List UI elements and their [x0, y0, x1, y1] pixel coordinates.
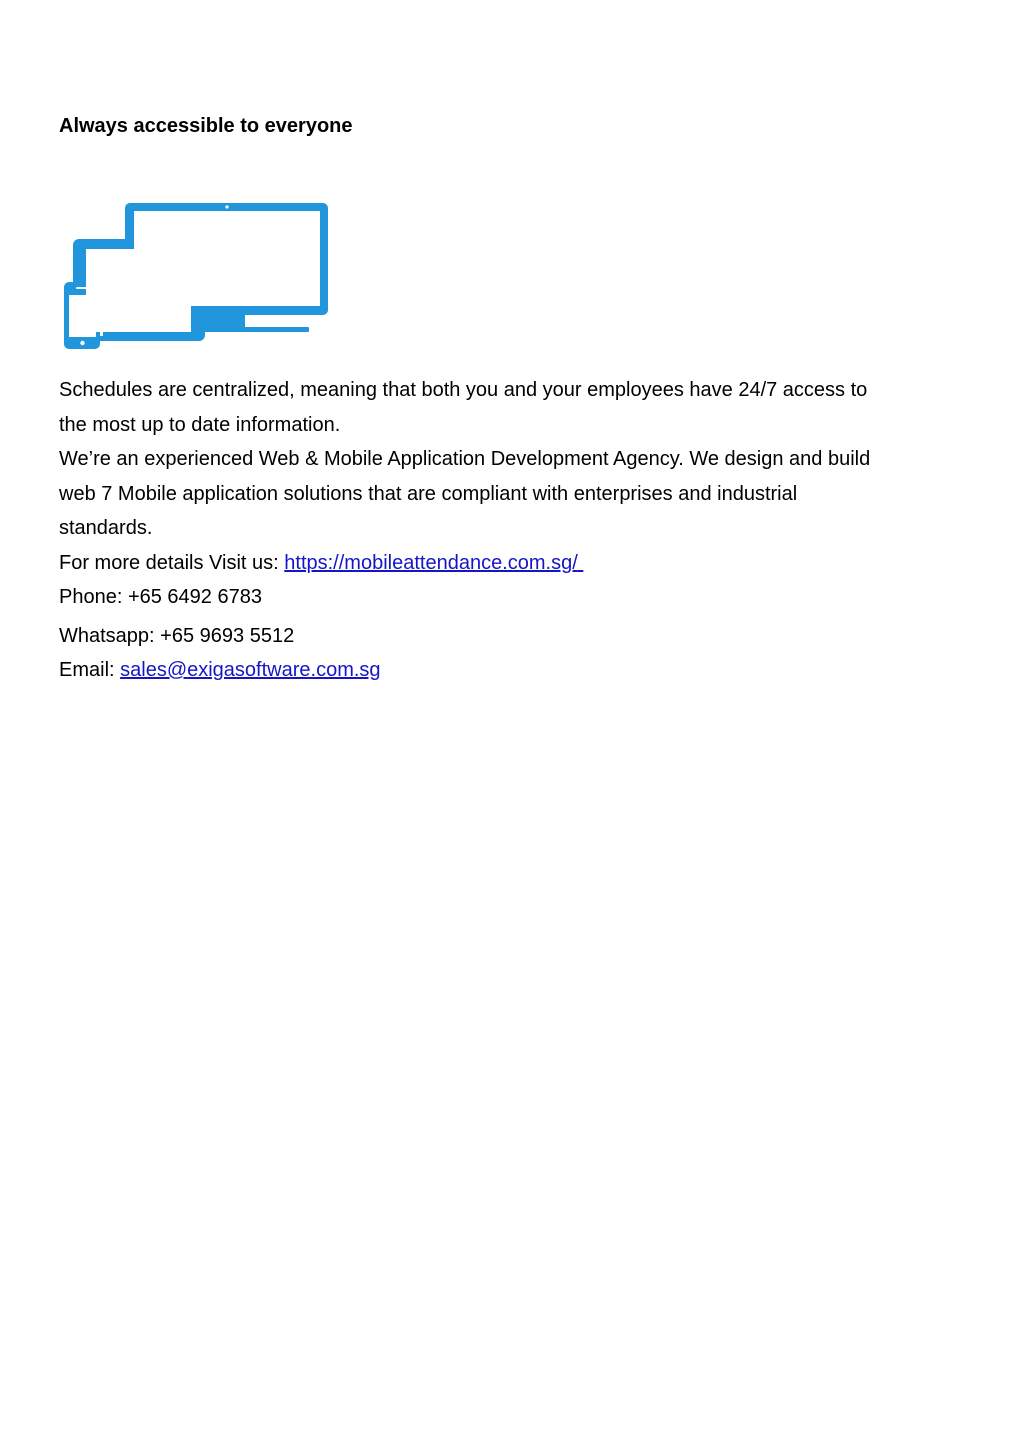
contact-block: [59, 546, 959, 688]
website-label: For more details Visit us:: [59, 551, 285, 574]
website-line: [59, 546, 959, 581]
paragraph-line: standards.: [59, 517, 153, 539]
email-link[interactable]: sales@exigasoftware.com.sg: [120, 659, 381, 681]
section-heading: Always accessible to everyone: [59, 115, 353, 137]
phone-line: Phone: +65 6492 6783: [59, 586, 262, 608]
email-label: Email:: [59, 659, 121, 681]
whatsapp-line: Whatsapp: +65 9693 5512: [59, 624, 295, 647]
paragraph-line: web 7 Mobile application solutions that are compliant with enterprises and industrial: [59, 482, 798, 505]
paragraph-line: We’re an experienced Web & Mobile Application Development Agency. We design and build: [59, 448, 871, 470]
devices-icon: [62, 200, 330, 352]
body-text: [59, 373, 959, 688]
paragraph-line: Schedules are centralized, meaning that both you and your employees have 24/7 access to: [59, 379, 868, 401]
paragraph-schedules: [59, 373, 959, 442]
paragraph-agency: [59, 442, 959, 546]
email-line: [59, 653, 959, 688]
website-link[interactable]: https://mobileattendance.com.sg/: [284, 551, 578, 574]
website-trailing-space: [578, 552, 584, 574]
paragraph-line: the most up to date information.: [59, 413, 341, 436]
